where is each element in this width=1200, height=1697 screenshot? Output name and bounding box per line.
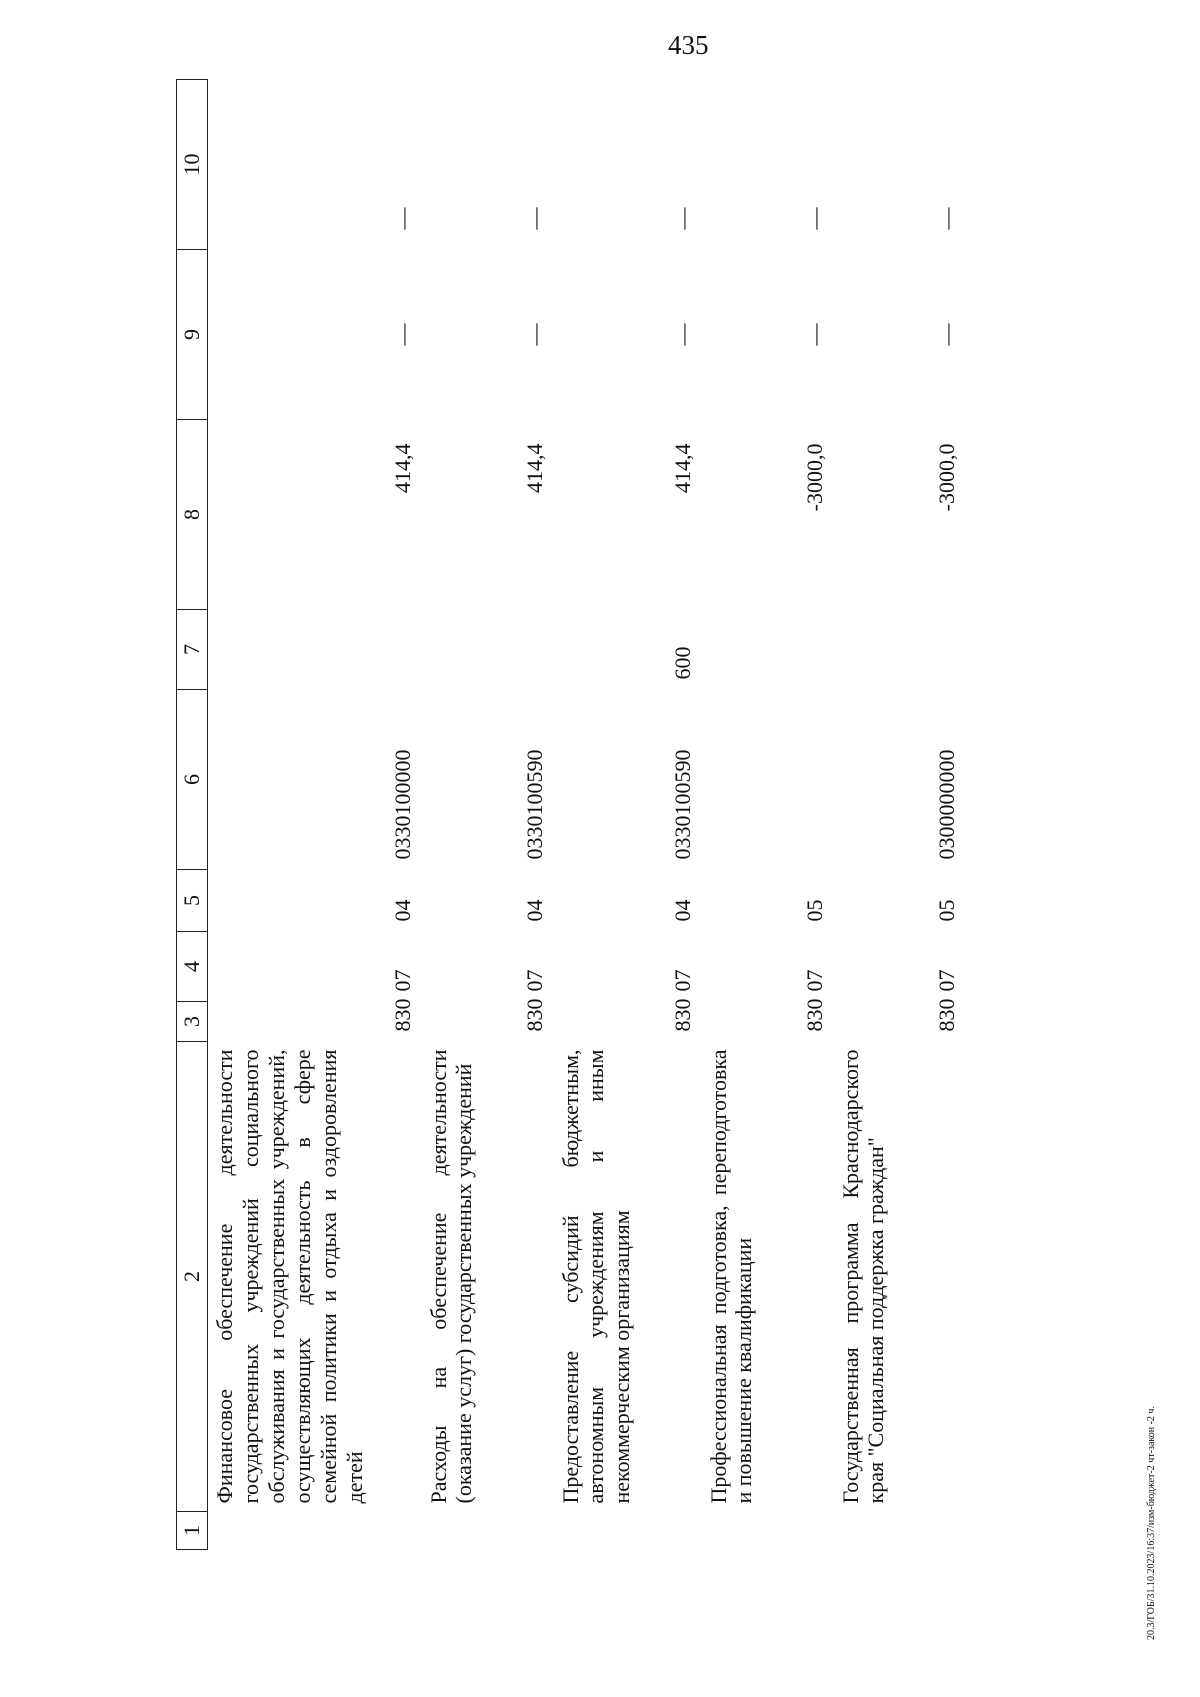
cell-col9: — [389, 323, 415, 346]
header-col-7: 7 [177, 610, 208, 690]
cell-col8: -3000,0 [933, 443, 959, 512]
cell-col8: 414,4 [669, 443, 695, 493]
cell-col4: 07 [521, 969, 547, 992]
budget-table-rotated [176, 80, 1006, 1550]
cell-col10: — [801, 207, 827, 230]
cell-col10: — [669, 207, 695, 230]
cell-col10: — [521, 207, 547, 230]
cell-col6: 0330100000 [389, 749, 415, 860]
cell-col3: 830 [669, 998, 695, 1032]
header-col-10: 10 [177, 80, 208, 250]
header-col-3: 3 [177, 1002, 208, 1042]
cell-col8: 414,4 [389, 443, 415, 493]
header-col-6: 6 [177, 690, 208, 870]
cell-col7: 600 [669, 646, 695, 680]
cell-col7 [422, 610, 554, 690]
cell-col3: 830 [801, 998, 827, 1032]
cell-col10: — [933, 207, 959, 230]
cell-col9: — [801, 323, 827, 346]
cell-name: Профессиональная подготовка, переподготовка и повышение квалификации [705, 1049, 757, 1504]
header-col-9: 9 [177, 250, 208, 420]
cell-col4: 07 [933, 969, 959, 992]
cell-col6: 0330100590 [669, 749, 695, 860]
header-col-1: 1 [177, 1512, 208, 1550]
page-number: 435 [668, 30, 709, 60]
cell-col8: -3000,0 [801, 443, 827, 512]
header-col-5: 5 [177, 870, 208, 932]
cell-col5: 04 [669, 899, 695, 922]
cell-col7 [702, 610, 834, 690]
cell-col4: 07 [801, 969, 827, 992]
budget-table [176, 79, 966, 1550]
cell-col8: 414,4 [521, 443, 547, 493]
cell-col9: — [933, 323, 959, 346]
cell-col10: — [389, 207, 415, 230]
cell-col9: — [521, 323, 547, 346]
cell-col4: 07 [389, 969, 415, 992]
header-col-8: 8 [177, 420, 208, 610]
cell-col5: 04 [521, 899, 547, 922]
cell-col6: 0330100590 [521, 749, 547, 860]
cell-col5: 04 [389, 899, 415, 922]
table-row [554, 80, 702, 1550]
table-row [702, 80, 834, 1550]
cell-name: Расходы на обеспечение деятельности (оказание услуг) государственных учреждений [425, 1049, 477, 1504]
table-header-row [177, 80, 208, 1550]
header-col-2: 2 [177, 1042, 208, 1512]
cell-col7 [834, 610, 966, 690]
cell-col1 [208, 1512, 422, 1550]
cell-col3: 830 [521, 998, 547, 1032]
cell-col6 [702, 690, 834, 870]
cell-name: Финансовое обеспечение деятельности государственных учреждений социального обслуживания и государственных учреждений, осуществляющих деятельность в сфере семейной политики и отдыха и оздоровления детей [212, 1049, 367, 1504]
table-row [422, 80, 554, 1550]
cell-col3: 830 [389, 998, 415, 1032]
cell-col4: 07 [669, 969, 695, 992]
cell-col5: 05 [933, 899, 959, 922]
cell-col5: 05 [801, 899, 827, 922]
footer-code: 20.3/ГОБ/31.10.2023/16:37/изм-бюджет-2 чт-закон -2 ч. [1146, 1406, 1157, 1640]
cell-col1 [702, 1512, 834, 1550]
cell-col1 [834, 1512, 966, 1550]
cell-col1 [422, 1512, 554, 1550]
table-row [834, 80, 966, 1550]
header-col-4: 4 [177, 932, 208, 1002]
cell-name: Государственная программа Краснодарского края "Социальная поддержка граждан" [837, 1049, 889, 1504]
cell-col3: 830 [933, 998, 959, 1032]
cell-col7 [208, 610, 422, 690]
cell-col9: — [669, 323, 695, 346]
cell-col1 [554, 1512, 702, 1550]
table-row [208, 80, 422, 1550]
cell-col6: 0300000000 [933, 749, 959, 860]
cell-name: Предоставление субсидий бюджетным, автономным учреждениям и иным некоммерческим организациям [557, 1049, 635, 1504]
